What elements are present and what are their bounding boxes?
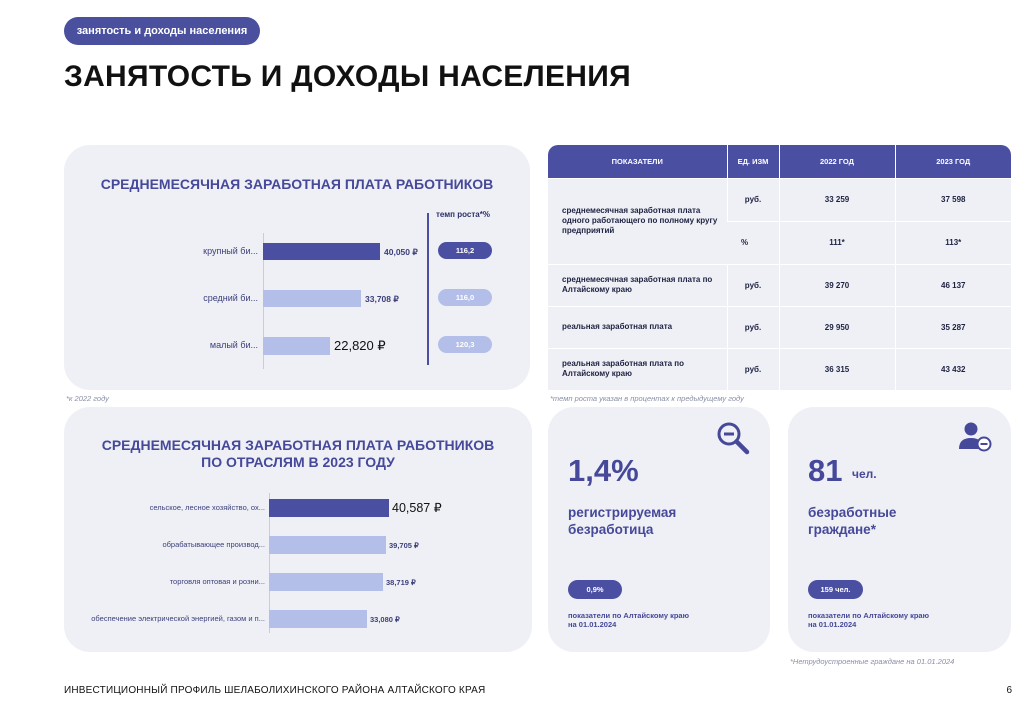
col-header-2022: 2022 ГОД <box>779 145 895 178</box>
bar <box>263 290 361 307</box>
unemployed-count-label <box>808 504 896 538</box>
rate-header: темп роста*% <box>436 210 490 219</box>
industry-bar-value: 33,080 ₽ <box>370 615 400 624</box>
cell: 113* <box>895 221 1011 264</box>
industry-bar-label: сельское, лесное хозяйство, ох... <box>149 503 265 512</box>
cell: 37 598 <box>895 178 1011 221</box>
cell: руб. <box>727 178 779 221</box>
industry-bar <box>269 573 383 591</box>
growth-rate-pill: 116,0 <box>438 289 492 306</box>
cell: руб. <box>727 348 779 390</box>
industry-chart-title <box>74 437 522 471</box>
rate-divider <box>427 213 429 365</box>
cell: руб. <box>727 264 779 306</box>
col-header-indicator: ПОКАЗАТЕЛИ <box>548 145 727 178</box>
col-header-unit: ЕД. ИЗМ <box>727 145 779 178</box>
cell: 43 432 <box>895 348 1011 390</box>
industry-chart-title-line1: СРЕДНЕМЕСЯЧНАЯ ЗАРАБОТНАЯ ПЛАТА РАБОТНИКОВ <box>101 437 495 453</box>
unemployment-rate-label-line1: регистрируемая <box>568 505 677 520</box>
region-note-line2: на 01.01.2024 <box>568 620 617 629</box>
region-note <box>568 611 689 629</box>
region-count-badge: 159 чел. <box>808 580 863 599</box>
bar <box>263 337 330 355</box>
region-count-note-line1: показатели по Алтайскому краю <box>808 611 929 620</box>
growth-rate-pill: 116,2 <box>438 242 492 259</box>
industry-bar-label: обрабатывающее производ... <box>162 540 265 549</box>
unemployed-count-label-line2: граждане* <box>808 522 876 537</box>
industry-bar-label: торговля оптовая и розни... <box>169 577 265 586</box>
industry-bar <box>269 499 389 517</box>
user-minus-icon <box>958 421 992 453</box>
table-row <box>548 306 1011 348</box>
cell: 46 137 <box>895 264 1011 306</box>
col-header-2023: 2023 ГОД <box>895 145 1011 178</box>
growth-rate-pill: 120,3 <box>438 336 492 353</box>
salary-chart-title: СРЕДНЕМЕСЯЧНАЯ ЗАРАБОТНАЯ ПЛАТА РАБОТНИКОВ <box>100 176 494 192</box>
cell: 111* <box>779 221 895 264</box>
bar-label: средний би... <box>203 293 258 303</box>
cell: 29 950 <box>779 306 895 348</box>
row-label: среднемесячная заработная плата одного работающего по полному кругу предприятий <box>548 178 727 264</box>
industry-bar-label: обеспечение электрической энергией, газом и п... <box>91 614 265 623</box>
bar-value: 40,050 ₽ <box>384 247 418 257</box>
cell: 35 287 <box>895 306 1011 348</box>
bar-value: 22,820 ₽ <box>334 338 386 353</box>
industry-bar <box>269 536 386 554</box>
region-rate-badge: 0,9% <box>568 580 622 599</box>
search-minus-icon <box>716 421 750 455</box>
cell: 33 259 <box>779 178 895 221</box>
region-count-note-line2: на 01.01.2024 <box>808 620 857 629</box>
industry-chart-title-line2: ПО ОТРАСЛЯМ В 2023 ГОДУ <box>201 454 395 470</box>
page-title: ЗАНЯТОСТЬ И ДОХОДЫ НАСЕЛЕНИЯ <box>64 60 631 93</box>
industry-bar-value: 40,587 ₽ <box>392 501 442 515</box>
row-label: реальная заработная плата <box>548 306 727 348</box>
bar <box>263 243 380 260</box>
unemployed-count-value: 81 <box>808 453 843 488</box>
unemployment-rate-value: 1,4% <box>568 453 639 488</box>
industry-bar-value: 39,705 ₽ <box>389 541 419 550</box>
cell: 39 270 <box>779 264 895 306</box>
bar-label: крупный би... <box>203 246 258 256</box>
row-label: среднемесячная заработная плата по Алтайскому краю <box>548 264 727 306</box>
section-tag: занятость и доходы населения <box>64 17 260 45</box>
cell: руб. <box>727 306 779 348</box>
table-row <box>548 348 1011 390</box>
unemployment-rate-label <box>568 504 676 538</box>
cell: 36 315 <box>779 348 895 390</box>
unemployed-count-label-line1: безработные <box>808 505 897 520</box>
region-count-note <box>808 611 929 629</box>
industry-bar-value: 38,719 ₽ <box>386 578 416 587</box>
unemployed-count-unit: чел. <box>852 467 877 481</box>
footer-text: ИНВЕСТИЦИОННЫЙ ПРОФИЛЬ ШЕЛАБОЛИХИНСКОГО РАЙОНА АЛТАЙСКОГО КРАЯ <box>64 685 486 696</box>
chart1-footnote: *к 2022 году <box>66 394 109 403</box>
region-note-line1: показатели по Алтайскому краю <box>568 611 689 620</box>
unemployed-footnote: *Нетрудоустроенные граждане на 01.01.2024 <box>790 657 955 666</box>
bar-label: малый би... <box>209 340 258 350</box>
page-number: 6 <box>1006 685 1012 696</box>
row-label: реальная заработная плата по Алтайскому краю <box>548 348 727 390</box>
cell: % <box>727 221 779 264</box>
industry-bar <box>269 610 367 628</box>
table-row <box>548 264 1011 306</box>
table-row <box>548 178 1011 221</box>
table-footnote: *темп роста указан в процентах к предыдущему году <box>550 394 744 403</box>
bar-value: 33,708 ₽ <box>365 294 399 304</box>
salary-table <box>548 145 1011 390</box>
unemployment-rate-label-line2: безработица <box>568 522 654 537</box>
